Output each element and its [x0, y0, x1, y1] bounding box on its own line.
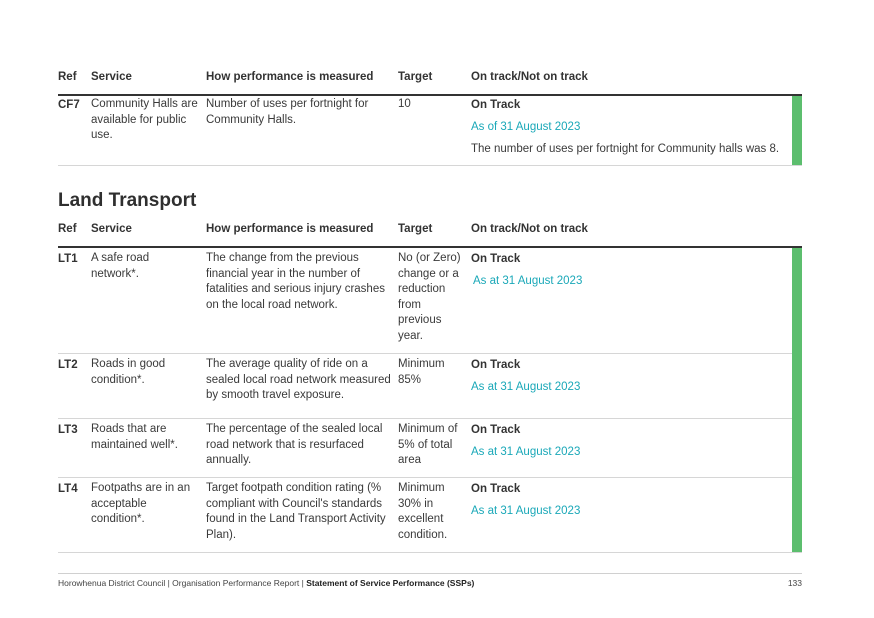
status-note: The number of uses per fortnight for Community halls was 8.: [471, 143, 780, 155]
header-divider: [58, 246, 802, 248]
header-service: Service: [91, 223, 132, 235]
as-at-date: As at 31 August 2023: [471, 446, 581, 458]
status-badge: On Track: [471, 424, 521, 436]
header-ref: Ref: [58, 223, 77, 235]
row-measure: Target footpath condition rating (% compliant with Council's standards found in the Land Transport Activity Plan).: [206, 482, 386, 541]
row-target: 10: [398, 98, 411, 110]
as-at-date: As at 31 August 2023: [471, 381, 581, 393]
row-ref: LT1: [58, 253, 78, 265]
as-at-date: As at 31 August 2023: [471, 505, 581, 517]
row-service: Community Halls are available for public use.: [91, 98, 198, 142]
header-measure: How performance is measured: [206, 223, 374, 235]
header-measure: How performance is measured: [206, 71, 374, 83]
row-divider: [58, 418, 802, 419]
page-number: 133: [787, 578, 802, 588]
as-at-date: As of 31 August 2023: [471, 121, 581, 133]
row-measure: The average quality of ride on a sealed local road network measured by smooth travel exposure.: [206, 358, 391, 402]
row-target: Minimum 85%: [398, 358, 445, 386]
row-measure: Number of uses per fortnight for Community Halls.: [206, 98, 369, 126]
row-ref: LT2: [58, 359, 78, 371]
row-ref: CF7: [58, 99, 80, 111]
row-service: Roads in good condition*.: [91, 358, 166, 386]
footer: [58, 578, 474, 588]
header-ref: Ref: [58, 71, 77, 83]
section-title: Land Transport: [58, 190, 197, 211]
on-track-indicator: [792, 248, 802, 552]
row-divider: [58, 165, 802, 166]
status-badge: On Track: [471, 99, 521, 111]
on-track-indicator: [792, 96, 802, 165]
row-target: Minimum of 5% of total area: [398, 423, 458, 467]
row-service: Footpaths are in an acceptable condition*.: [91, 482, 191, 526]
status-badge: On Track: [471, 483, 521, 495]
header-target: Target: [398, 71, 433, 83]
row-measure: The change from the previous financial year in the number of fatalities and serious injury crashes on the local road network.: [206, 252, 385, 311]
header-status: On track/Not on track: [471, 71, 588, 83]
row-divider: [58, 552, 802, 553]
as-at-date: As at 31 August 2023: [473, 275, 583, 287]
row-measure: The percentage of the sealed local road network that is resurfaced annually.: [206, 423, 383, 467]
status-badge: On Track: [471, 359, 521, 371]
row-service: A safe road network*.: [91, 252, 150, 280]
status-badge: On Track: [471, 253, 521, 265]
row-ref: LT4: [58, 483, 78, 495]
footer-report-title: Statement of Service Performance (SSPs): [306, 578, 475, 588]
row-target: Minimum 30% in excellent condition.: [398, 482, 448, 541]
row-ref: LT3: [58, 424, 78, 436]
footer-divider: [58, 573, 802, 574]
row-divider: [58, 477, 802, 478]
footer-text: Horowhenua District Council | Organisation Performance Report |: [58, 578, 307, 588]
row-target: No (or Zero) change or a reduction from previous year.: [398, 252, 461, 342]
row-service: Roads that are maintained well*.: [91, 423, 178, 451]
header-service: Service: [91, 71, 132, 83]
header-divider: [58, 94, 802, 96]
header-target: Target: [398, 223, 433, 235]
header-status: On track/Not on track: [471, 223, 588, 235]
row-divider: [58, 353, 802, 354]
